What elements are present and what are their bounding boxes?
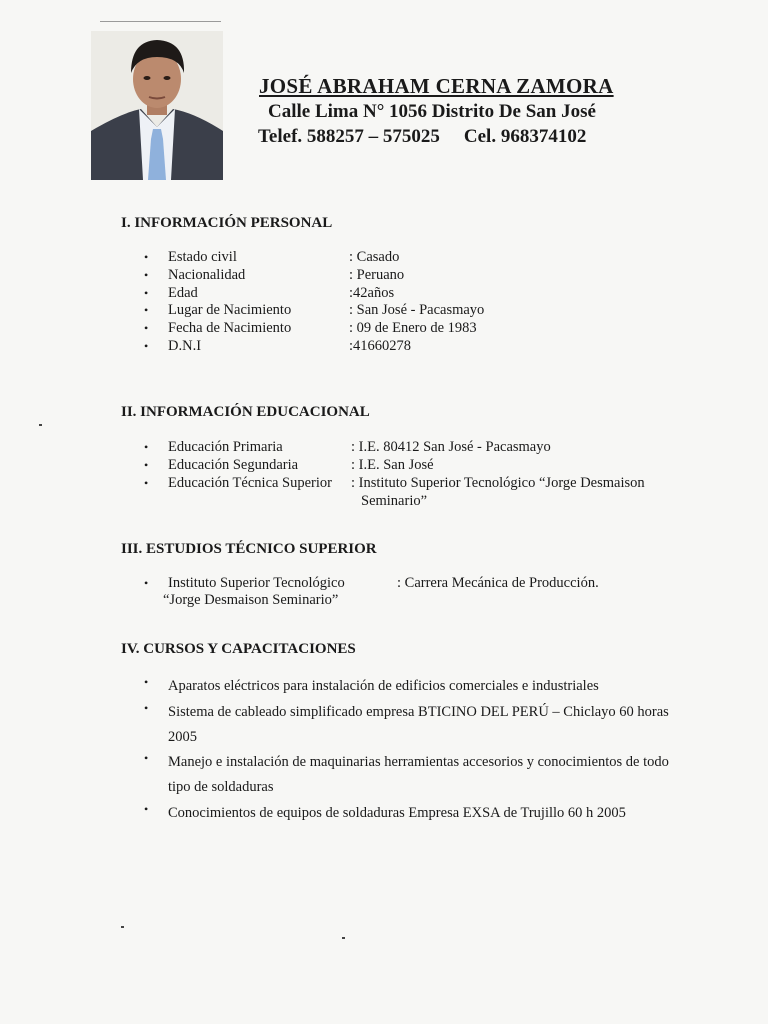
bullet-icon: • (144, 250, 149, 264)
item-label: Instituto Superior Tecnológico (168, 575, 345, 591)
item-value: : 09 de Enero de 1983 (349, 320, 477, 336)
item-value: : San José - Pacasmayo (349, 302, 485, 318)
item-value: : Peruano (349, 267, 405, 283)
course-text: Aparatos eléctricos para instalación de edificios comerciales e industriales (168, 678, 599, 694)
phone-line (258, 126, 586, 148)
scan-speck (121, 926, 124, 928)
section-title-technical: III. ESTUDIOS TÉCNICO SUPERIOR (121, 541, 377, 557)
section-title-courses: IV. CURSOS Y CAPACITACIONES (121, 641, 356, 657)
cellphone: Cel. 968374102 (463, 126, 587, 147)
section-title-education: II. INFORMACIÓN EDUCACIONAL (121, 404, 370, 420)
bullet-icon: • (144, 576, 149, 590)
item-label: Educación Segundaria (168, 457, 299, 473)
item-value: :42años (349, 285, 395, 301)
item-label: Educación Primaria (168, 439, 283, 455)
list-item (0, 302, 768, 320)
list-item (0, 338, 768, 356)
item-value-continued: Seminario” (361, 493, 428, 509)
list-item (0, 439, 768, 457)
bullet-icon: • (144, 802, 149, 816)
scan-speck (39, 424, 42, 426)
item-label: Educación Técnica Superior (168, 475, 332, 491)
item-value: : I.E. San José (351, 457, 434, 473)
list-item (0, 285, 768, 303)
item-label: D.N.I (168, 338, 202, 354)
bullet-icon: • (144, 440, 149, 454)
list-item (0, 475, 768, 493)
bullet-icon: • (144, 339, 149, 353)
profile-photo (91, 31, 223, 180)
list-item (0, 575, 768, 593)
item-value: : Carrera Mecánica de Producción. (397, 575, 599, 591)
item-label: Edad (168, 285, 198, 301)
bullet-icon: • (144, 675, 149, 689)
item-label: Estado civil (168, 249, 237, 265)
list-item (0, 267, 768, 285)
telephone: Telef. 588257 – 575025 (258, 126, 440, 147)
bullet-icon: • (144, 458, 149, 472)
top-divider (100, 21, 221, 22)
item-value: : Instituto Superior Tecnológico “Jorge Desmaison (351, 475, 645, 491)
item-value: :41660278 (349, 338, 412, 354)
bullet-icon: • (144, 751, 149, 765)
list-item (0, 320, 768, 338)
course-text: Sistema de cableado simplificado empresa BTICINO DEL PERÚ – Chiclayo 60 horas 2005 (168, 704, 669, 745)
list-item (0, 457, 768, 475)
bullet-icon: • (144, 701, 149, 715)
item-label: Nacionalidad (168, 267, 246, 283)
person-name: JOSÉ ABRAHAM CERNA ZAMORA (259, 74, 614, 98)
item-value: : I.E. 80412 San José - Pacasmayo (351, 439, 551, 455)
item-value: : Casado (349, 249, 400, 265)
course-text: Manejo e instalación de maquinarias herramientas accesorios y conocimientos de todo tipo de soldaduras (168, 754, 669, 795)
course-text: Conocimientos de equipos de soldaduras Empresa EXSA de Trujillo 60 h 2005 (168, 805, 626, 821)
address: Calle Lima N° 1056 Distrito De San José (268, 101, 596, 122)
item-label: Fecha de Nacimiento (168, 320, 292, 336)
list-item (0, 249, 768, 267)
bullet-icon: • (144, 321, 149, 335)
bullet-icon: • (144, 286, 149, 300)
bullet-icon: • (144, 476, 149, 490)
item-label: Lugar de Nacimiento (168, 302, 292, 318)
bullet-icon: • (144, 303, 149, 317)
bullet-icon: • (144, 268, 149, 282)
scan-speck (342, 937, 345, 939)
item-label-continued: “Jorge Desmaison Seminario” (163, 592, 339, 608)
section-title-personal: I. INFORMACIÓN PERSONAL (121, 215, 333, 231)
